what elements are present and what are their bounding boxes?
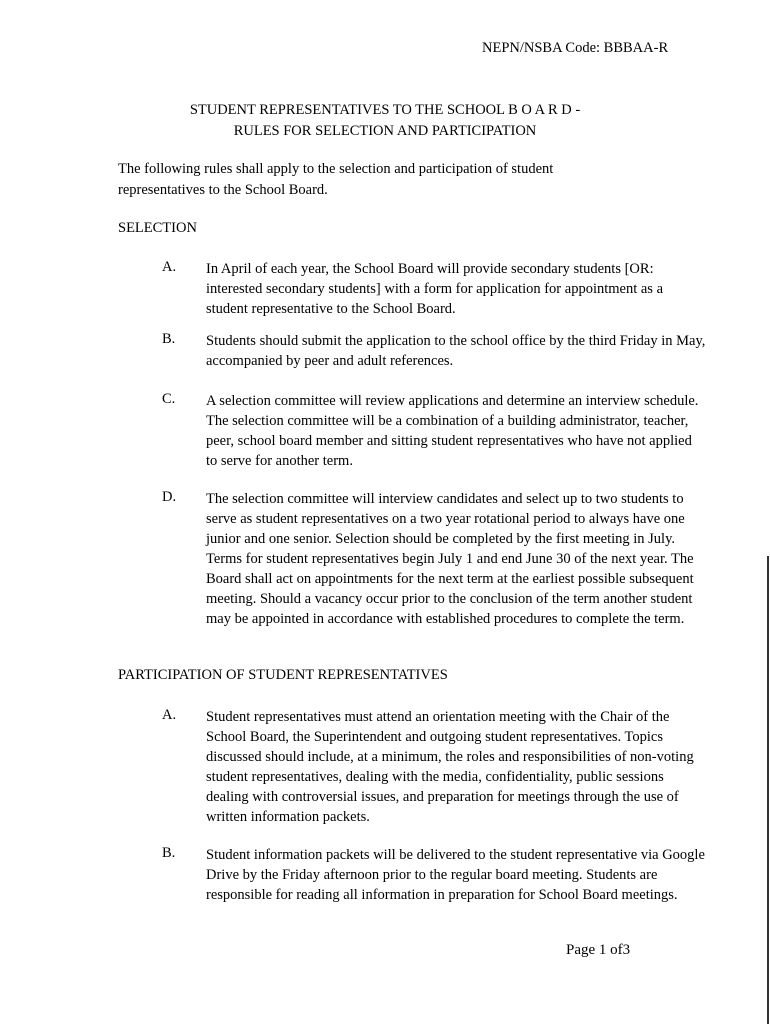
participation-heading: PARTICIPATION OF STUDENT REPRESENTATIVES xyxy=(118,667,448,683)
item-text: Students should submit the application to the school office by the third Friday in May, accompanied by peer and adult references. xyxy=(206,333,706,369)
item-text: In April of each year, the School Board will provide secondary students [OR: interested secondary students] with a form for application for appointment as a student representative to the School Board. xyxy=(206,261,664,317)
item-letter: A. xyxy=(162,259,177,275)
title-line-1: STUDENT REPRESENTATIVES TO THE SCHOOL B O A R D - xyxy=(189,102,581,118)
title-line-2: RULES FOR SELECTION AND PARTICIPATION xyxy=(233,123,537,139)
policy-code: NEPN/NSBA Code: BBBAA-R xyxy=(482,40,669,56)
item-letter: A. xyxy=(162,707,177,723)
item-letter: B. xyxy=(162,331,176,347)
item-text: Student representatives must attend an orientation meeting with the Chair of the School Board, the Superintendent and outgoing student representatives. Topics discussed should include, at a minimum, the roles and responsibilities of non-voting student representatives, dealing with the media, confidentiality, public sessions dealing with controversial issues, and preparation for meetings through the use of written information packets. xyxy=(206,709,694,825)
intro-paragraph: The following rules shall apply to the selection and participation of student representatives to the School Board. xyxy=(118,161,554,198)
selection-heading: SELECTION xyxy=(118,220,197,236)
vertical-scrollbar[interactable] xyxy=(767,556,769,1024)
item-text: The selection committee will interview candidates and select up to two students to serve as student representatives on a two year rotational period to always have one junior and one senior. Selection should be completed by the first meeting in July. Terms for student representatives begin July 1 and end June 30 of the next year. The Board shall act on appointments for the next term at the earliest possible subsequent meeting. Should a vacancy occur prior to the conclusion of the term another student may be appointed in accordance with established procedures to complete the term. xyxy=(206,491,694,627)
document-title xyxy=(0,100,770,142)
item-text: Student information packets will be delivered to the student representative via Google Drive by the Friday afternoon prior to the regular board meeting. Students are responsible for reading all information in preparation for School Board meetings. xyxy=(206,847,705,903)
item-letter: C. xyxy=(162,391,176,407)
item-letter: D. xyxy=(162,489,177,505)
item-text: A selection committee will review applications and determine an interview schedule. The selection committee will be a combination of a building administrator, teacher, peer, school board member and sitting student representatives who have not applied to serve for another term. xyxy=(206,393,699,469)
page-number: Page 1 of3 xyxy=(566,942,631,958)
item-letter: B. xyxy=(162,845,176,861)
